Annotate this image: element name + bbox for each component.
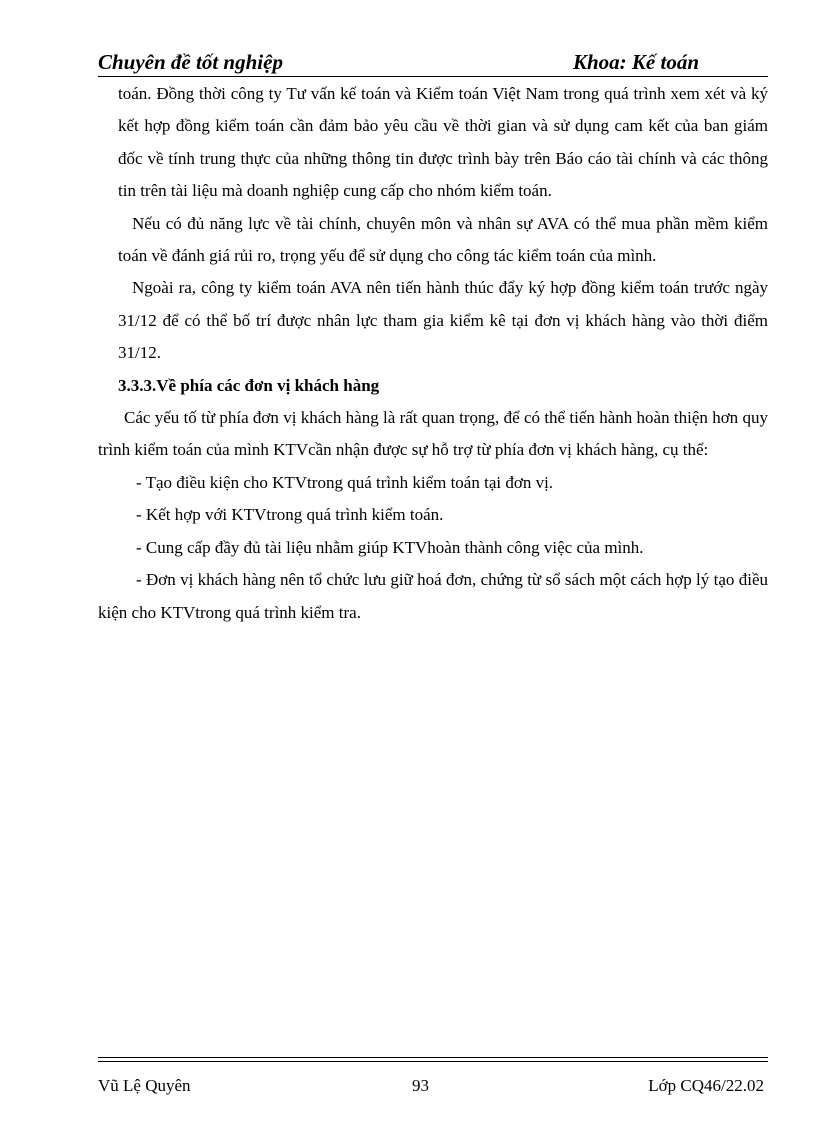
page-header: [98, 50, 768, 78]
document-body: [98, 78, 768, 629]
footer-rule-bottom: [98, 1061, 768, 1062]
footer-class: Lớp CQ46/22.02: [648, 1076, 764, 1095]
paragraph-3: Ngoài ra, công ty kiểm toán AVA nên tiến hành thúc đẩy ký hợp đồng kiểm toán trước ngày 31/12 để có thể bố trí được nhân lực tham gia kiểm kê tại đơn vị khách hàng vào thời điểm 31/12.: [118, 278, 768, 363]
footer-rule-top: [98, 1057, 768, 1058]
bullet-item-2: - Kết hợp với KTVtrong quá trình kiểm toán.: [136, 505, 444, 525]
bullet-item-1: - Tạo điều kiện cho KTVtrong quá trình kiểm toán tại đơn vị.: [136, 472, 554, 492]
header-rule: [98, 76, 768, 77]
bullet-item-4: - Đơn vị khách hàng nên tổ chức lưu giữ hoá đơn, chứng từ sổ sách một cách hợp lý tạo điều kiện cho KTVtrong quá trình kiểm tra.: [98, 570, 768, 622]
section-heading: 3.3.3.Về phía các đơn vị khách hàng: [118, 375, 380, 395]
paragraph-4: Các yếu tố từ phía đơn vị khách hàng là rất quan trọng, để có thể tiến hành hoàn thiện hơn quy trình kiểm toán của mình KTVcần nhận được sự hỗ trợ từ phía đơn vị khách hàng, cụ thể:: [98, 408, 768, 460]
page-footer: [98, 1076, 768, 1100]
paragraph-1: toán. Đồng thời công ty Tư vấn kế toán và Kiểm toán Việt Nam trong quá trình xem xét và ký kết hợp đồng kiểm toán cần đảm bảo yêu cầu về thời gian và sử dụng cam kết của ban giám đốc về tính trung thực của những thông tin được trình bày trên Báo cáo tài chính và các thông tin trên tài liệu mà doanh nghiệp cung cấp cho nhóm kiểm toán.: [118, 84, 768, 201]
page-number: 93: [412, 1076, 429, 1095]
bullet-item-3: - Cung cấp đầy đủ tài liệu nhằm giúp KTVhoàn thành công việc của mình.: [136, 537, 644, 557]
header-title: Chuyên đề tốt nghiệp: [98, 50, 283, 74]
header-department: Khoa: Kế toán: [573, 50, 700, 74]
footer-author: Vũ Lệ Quyên: [98, 1076, 191, 1095]
paragraph-2: Nếu có đủ năng lực về tài chính, chuyên môn và nhân sự AVA có thể mua phần mềm kiểm toán về đánh giá rủi ro, trọng yếu để sử dụng cho công tác kiểm toán của mình.: [118, 213, 768, 266]
